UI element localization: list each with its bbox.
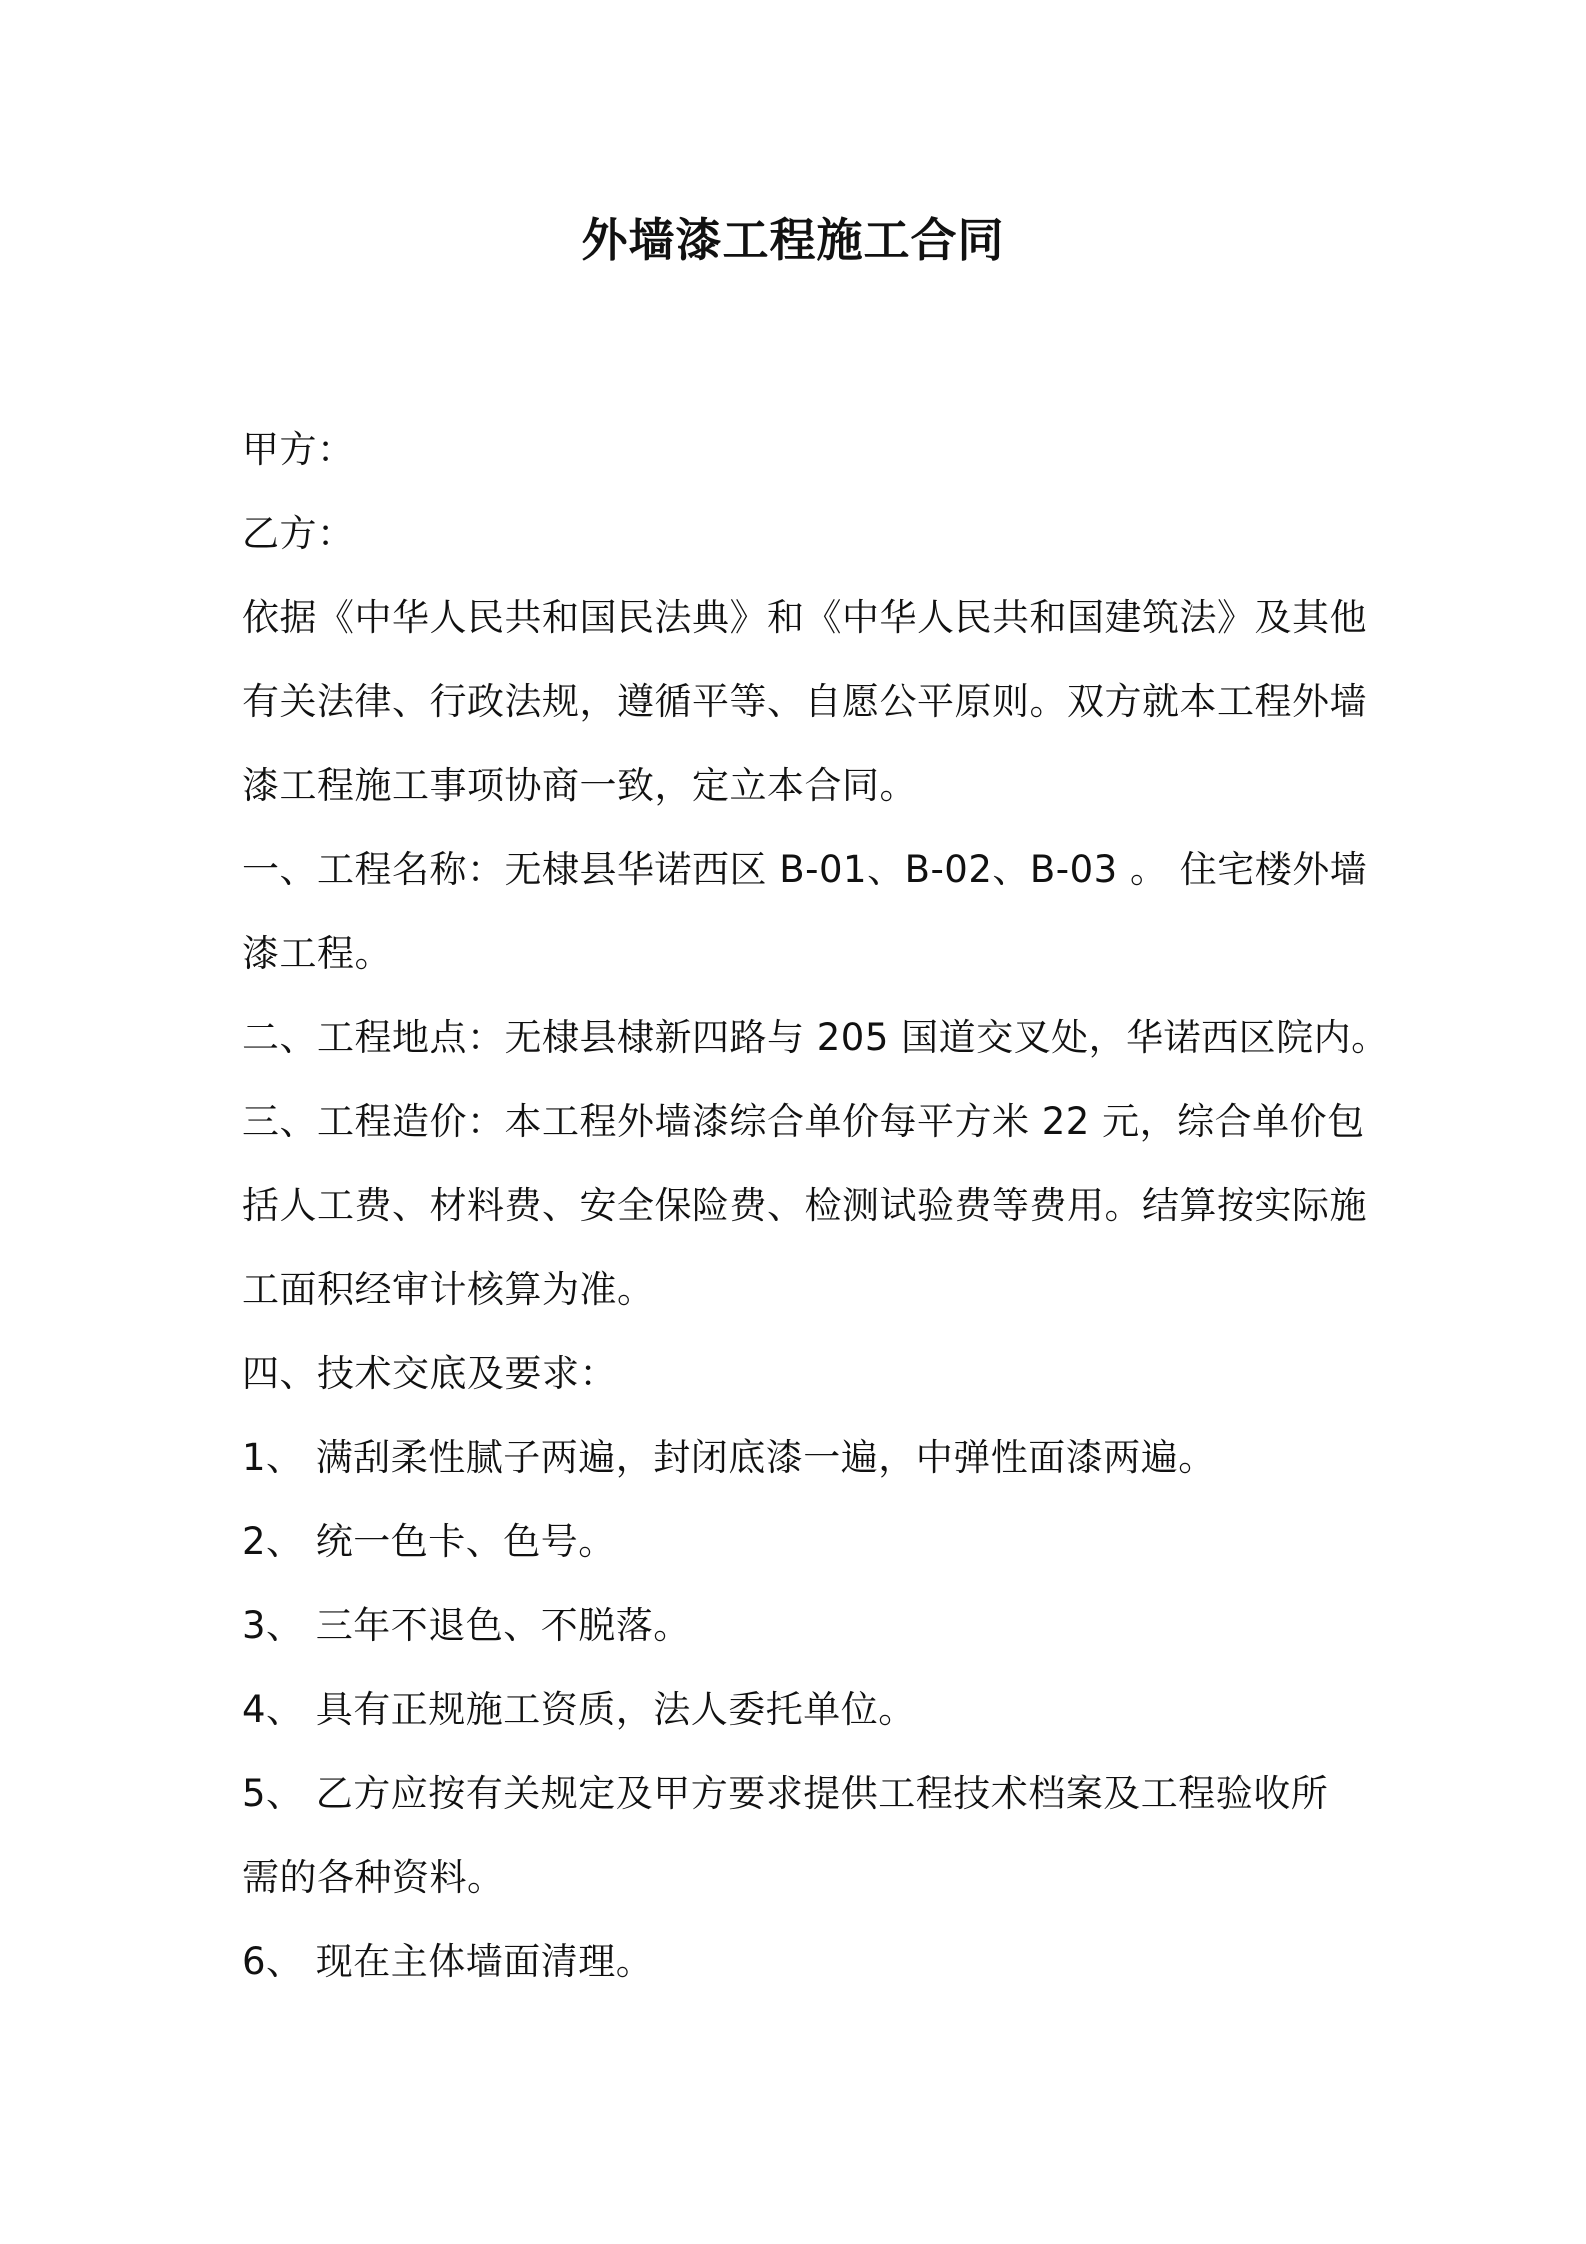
requirement-item-5-line-1: 5、 乙方应按有关规定及甲方要求提供工程技术档案及工程验收所 (242, 1772, 1329, 1815)
party-a-line: 甲方： (242, 428, 355, 471)
document-title: 外墙漆工程施工合同 (581, 213, 1005, 267)
preamble-line-2: 有关法律、行政法规，遵循平等、自愿公平原则。双方就本工程外墙 (242, 680, 1367, 723)
project-cost-line-1: 三、工程造价：本工程外墙漆综合单价每平方米 22 元，综合单价包 (242, 1100, 1365, 1143)
project-cost-line-3: 工面积经审计核算为准。 (242, 1268, 655, 1311)
technical-requirements-heading: 四、技术交底及要求： (242, 1352, 617, 1395)
preamble-line-1: 依据《中华人民共和国民法典》和《中华人民共和国建筑法》及其他 (242, 596, 1367, 639)
document-body (242, 408, 1389, 2004)
project-location-line: 二、工程地点：无棣县棣新四路与 205 国道交叉处，华诺西区院内。 (242, 1016, 1389, 1059)
requirement-item-2: 2、 统一色卡、色号。 (242, 1520, 616, 1563)
project-name-line-2: 漆工程。 (242, 932, 392, 975)
project-cost-line-2: 括人工费、材料费、安全保险费、检测试验费等费用。结算按实际施 (242, 1184, 1367, 1227)
party-b-line: 乙方： (242, 512, 355, 555)
requirement-item-3: 3、 三年不退色、不脱落。 (242, 1604, 691, 1647)
requirement-item-6: 6、 现在主体墙面清理。 (242, 1940, 654, 1983)
requirement-item-1: 1、 满刮柔性腻子两遍，封闭底漆一遍，中弹性面漆两遍。 (242, 1436, 1216, 1479)
project-name-line-1: 一、工程名称：无棣县华诺西区 B-01、B-02、B-03 。 住宅楼外墙 (242, 848, 1368, 891)
requirement-item-4: 4、 具有正规施工资质，法人委托单位。 (242, 1688, 916, 1731)
requirement-item-5-line-2: 需的各种资料。 (242, 1856, 505, 1899)
preamble-line-3: 漆工程施工事项协商一致，定立本合同。 (242, 764, 917, 807)
